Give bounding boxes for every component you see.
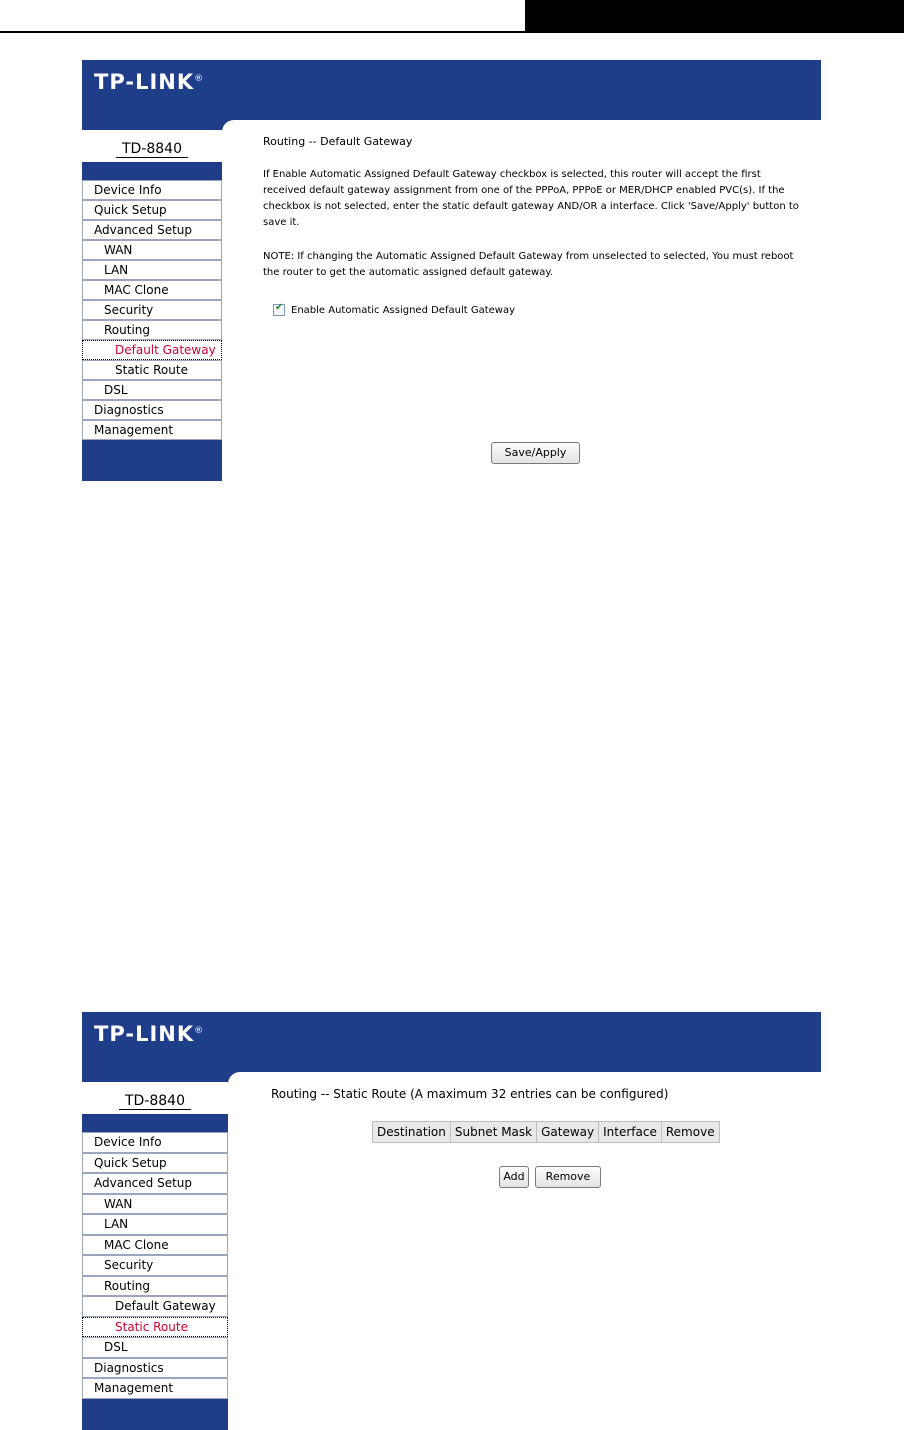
menu-item-device-info[interactable]: Device Info	[82, 1132, 228, 1153]
menu-item-quick-setup[interactable]: Quick Setup	[82, 1153, 228, 1174]
model-name: TD-8840	[119, 1093, 191, 1110]
menu-item-wan[interactable]: WAN	[82, 240, 222, 260]
menu-item-routing[interactable]: Routing	[82, 320, 222, 340]
model-box	[82, 130, 222, 162]
page-title: Routing -- Default Gateway	[263, 135, 413, 148]
menu-item-static-route[interactable]: Static Route	[82, 1317, 228, 1338]
model-name: TD-8840	[116, 141, 188, 158]
model-box	[82, 1082, 228, 1114]
menu-item-diagnostics[interactable]: Diagnostics	[82, 1358, 228, 1379]
menu-item-management[interactable]: Management	[82, 1378, 228, 1399]
brand-logo-text: TP-LINK	[94, 1022, 195, 1046]
menu-item-advanced-setup[interactable]: Advanced Setup	[82, 220, 222, 240]
screenshot-default-gateway	[82, 60, 821, 481]
menu-item-default-gateway[interactable]: Default Gateway	[82, 340, 222, 360]
screenshot-static-route	[82, 1012, 821, 1430]
menu-item-management[interactable]: Management	[82, 420, 222, 440]
nav-menu	[82, 180, 222, 440]
save-apply-button[interactable]: Save/Apply	[491, 442, 580, 464]
menu-item-lan[interactable]: LAN	[82, 1214, 228, 1235]
menu-item-diagnostics[interactable]: Diagnostics	[82, 400, 222, 420]
nav-menu	[82, 1132, 228, 1399]
brand-logo	[94, 70, 204, 94]
brand-logo	[94, 1022, 204, 1046]
registered-mark: ®	[194, 1026, 205, 1036]
brand-header	[82, 1012, 821, 1072]
page-header-black-tab	[525, 0, 904, 32]
menu-item-dsl[interactable]: DSL	[82, 1337, 228, 1358]
auto-gateway-checkbox[interactable]	[273, 304, 285, 316]
menu-item-dsl[interactable]: DSL	[82, 380, 222, 400]
column-header-remove: Remove	[661, 1122, 719, 1143]
menu-item-advanced-setup[interactable]: Advanced Setup	[82, 1173, 228, 1194]
add-button[interactable]: Add	[499, 1166, 529, 1188]
menu-item-mac-clone[interactable]: MAC Clone	[82, 1235, 228, 1256]
brand-header	[82, 60, 821, 120]
sidebar	[82, 120, 222, 481]
brand-logo-text: TP-LINK	[94, 70, 195, 94]
static-route-table	[372, 1121, 720, 1143]
menu-item-default-gateway[interactable]: Default Gateway	[82, 1296, 228, 1317]
column-header-interface: Interface	[599, 1122, 662, 1143]
menu-item-lan[interactable]: LAN	[82, 260, 222, 280]
note-paragraph: NOTE: If changing the Automatic Assigned Default Gateway from unselected to selected, You must reboot the router to get the automatic assigned default gateway.	[263, 251, 794, 278]
menu-item-static-route[interactable]: Static Route	[82, 360, 222, 380]
sidebar	[82, 1072, 228, 1430]
menu-item-wan[interactable]: WAN	[82, 1194, 228, 1215]
menu-item-security[interactable]: Security	[82, 1255, 228, 1276]
menu-item-mac-clone[interactable]: MAC Clone	[82, 280, 222, 300]
remove-button[interactable]: Remove	[535, 1166, 601, 1188]
menu-item-device-info[interactable]: Device Info	[82, 180, 222, 200]
menu-item-quick-setup[interactable]: Quick Setup	[82, 200, 222, 220]
column-header-destination: Destination	[373, 1122, 451, 1143]
content-curve	[222, 120, 234, 132]
auto-gateway-row[interactable]	[273, 304, 515, 316]
table-header-row	[373, 1122, 720, 1143]
auto-gateway-label: Enable Automatic Assigned Default Gateway	[291, 304, 515, 316]
description-paragraph: If Enable Automatic Assigned Default Gateway checkbox is selected, this router will accept the first received default gateway assignment from one of the PPPoA, PPPoE or MER/DHCP enabled PVC(s). If the checkbox is not selected, enter the static default gateway AND/OR a interface. Click 'Save/Apply' button to save it.	[263, 169, 799, 228]
menu-item-security[interactable]: Security	[82, 300, 222, 320]
content-curve	[228, 1072, 240, 1084]
menu-item-routing[interactable]: Routing	[82, 1276, 228, 1297]
column-header-gateway: Gateway	[537, 1122, 599, 1143]
column-header-subnet-mask: Subnet Mask	[450, 1122, 536, 1143]
page-title: Routing -- Static Route (A maximum 32 entries can be configured)	[271, 1087, 669, 1101]
registered-mark: ®	[194, 74, 205, 84]
